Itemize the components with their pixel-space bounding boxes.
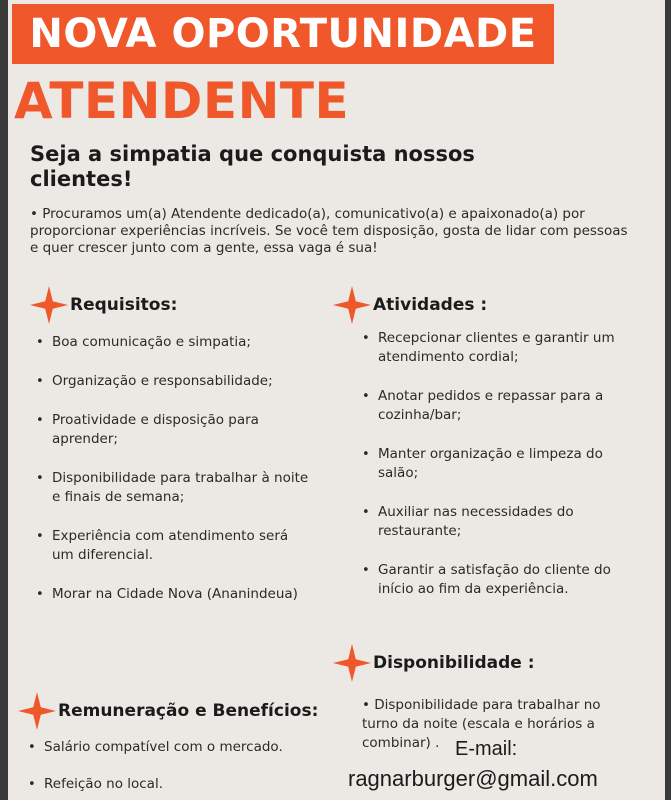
atividades-title: Atividades : bbox=[373, 295, 488, 315]
remuneracao-list bbox=[26, 738, 326, 794]
requisitos-heading bbox=[30, 286, 177, 324]
list-item: • Refeição no local. bbox=[26, 775, 326, 794]
atividades-heading bbox=[333, 286, 487, 324]
orange-star-icon bbox=[333, 644, 371, 682]
list-item: • Organização e responsabilidade; bbox=[34, 372, 314, 391]
list-item: • Recepcionar clientes e garantir um atendimento cordial; bbox=[360, 329, 630, 367]
list-item: • Disponibilidade para trabalhar à noite e finais de semana; bbox=[34, 469, 314, 507]
orange-star-icon bbox=[18, 692, 56, 730]
orange-star-icon bbox=[333, 286, 371, 324]
list-item: • Manter organização e limpeza do salão; bbox=[360, 445, 630, 483]
list-item: • Boa comunicação e simpatia; bbox=[34, 333, 314, 352]
requisitos-list bbox=[34, 333, 314, 604]
banner-title: NOVA OPORTUNIDADE bbox=[12, 4, 554, 64]
requisitos-title: Requisitos: bbox=[70, 295, 178, 315]
email-label: E-mail: bbox=[455, 738, 518, 760]
disponibilidade-title: Disponibilidade : bbox=[373, 653, 535, 673]
remuneracao-title: Remuneração e Benefícios: bbox=[58, 701, 319, 721]
job-title: ATENDENTE bbox=[14, 72, 350, 130]
list-item: • Garantir a satisfação do cliente do início ao fim da experiência. bbox=[360, 561, 630, 599]
remuneracao-heading bbox=[18, 692, 318, 730]
list-item: • Morar na Cidade Nova (Ananindeua) bbox=[34, 585, 314, 604]
tagline: Seja a simpatia que conquista nossos clientes! bbox=[30, 142, 475, 191]
disponibilidade-heading bbox=[333, 644, 535, 682]
orange-star-icon bbox=[30, 286, 68, 324]
email-address[interactable]: ragnarburger@gmail.com bbox=[348, 766, 598, 791]
list-item: • Anotar pedidos e repassar para a cozinha/bar; bbox=[360, 387, 630, 425]
list-item: • Proatividade e disposição para aprender; bbox=[34, 411, 314, 449]
intro-paragraph: • Procuramos um(a) Atendente dedicado(a), comunicativo(a) e apaixonado(a) por proporcionar experiências incríveis. Se você tem disposição, gosta de lidar com pessoas e quer crescer junto com a gente, essa vaga é sua! bbox=[30, 206, 628, 256]
right-frame-edge bbox=[665, 0, 671, 800]
list-item: • Auxiliar nas necessidades do restaurante; bbox=[360, 503, 630, 541]
disponibilidade-text: • Disponibilidade para trabalhar no turno da noite (escala e horários a combinar) . bbox=[362, 697, 601, 751]
left-frame-edge bbox=[0, 0, 8, 800]
list-item: • Salário compatível com o mercado. bbox=[26, 738, 326, 757]
list-item: • Experiência com atendimento será um diferencial. bbox=[34, 527, 314, 565]
atividades-list bbox=[360, 329, 630, 599]
